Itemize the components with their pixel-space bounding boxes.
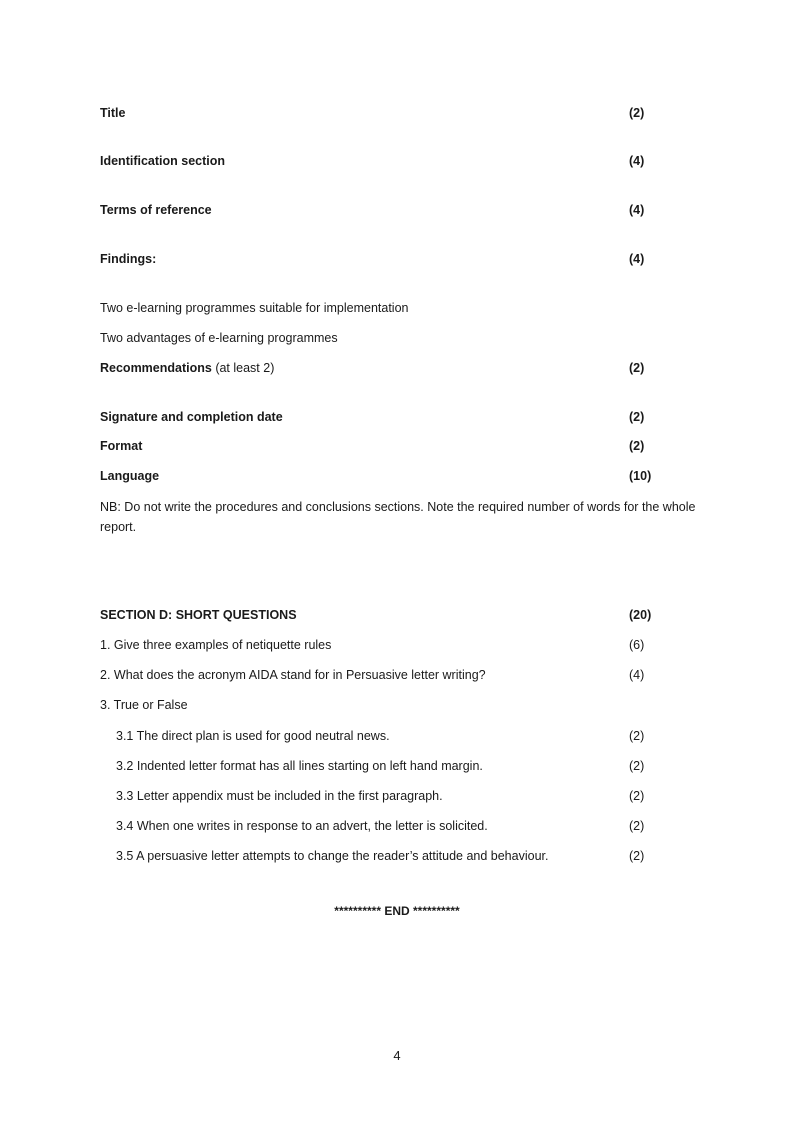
sub-question: 3.3 Letter appendix must be included in the first paragraph. (2) xyxy=(116,789,645,803)
findings-item: Two e-learning programmes suitable for implementation xyxy=(100,301,409,315)
section-d-heading: SECTION D: SHORT QUESTIONS (20) xyxy=(100,608,652,622)
findings-item: Two advantages of e-learning programmes xyxy=(100,331,338,345)
criterion-findings: Findings: (4) xyxy=(100,252,645,266)
criterion-recommendations: Recommendations (at least 2) (2) xyxy=(100,361,645,375)
criterion-signature: Signature and completion date (2) xyxy=(100,410,645,424)
question: 3. True or False xyxy=(100,698,188,712)
criterion-language: Language (10) xyxy=(100,469,652,483)
recommendations-suffix: (at least 2) xyxy=(211,361,275,375)
end-marker: ********** END ********** xyxy=(334,904,460,918)
question: 1. Give three examples of netiquette rules (6) xyxy=(100,638,645,652)
criterion-format: Format (2) xyxy=(100,439,645,453)
page-number: 4 xyxy=(393,1048,401,1063)
criterion-terms: Terms of reference (4) xyxy=(100,203,645,217)
note: NB: Do not write the procedures and conclusions sections. Note the required number of words for the whole report. xyxy=(100,500,696,534)
sub-question: 3.5 A persuasive letter attempts to change the reader’s attitude and behaviour. (2) xyxy=(116,849,645,863)
sub-question: 3.4 When one writes in response to an advert, the letter is solicited. (2) xyxy=(116,819,645,833)
criterion-title: Title (2) xyxy=(100,106,645,120)
sub-question: 3.2 Indented letter format has all lines starting on left hand margin. (2) xyxy=(116,759,645,773)
criterion-identification: Identification section (4) xyxy=(100,154,645,168)
question: 2. What does the acronym AIDA stand for in Persuasive letter writing? (4) xyxy=(100,668,645,682)
sub-question: 3.1 The direct plan is used for good neutral news. (2) xyxy=(116,729,645,743)
recommendations-label: Recommendations xyxy=(100,361,212,375)
